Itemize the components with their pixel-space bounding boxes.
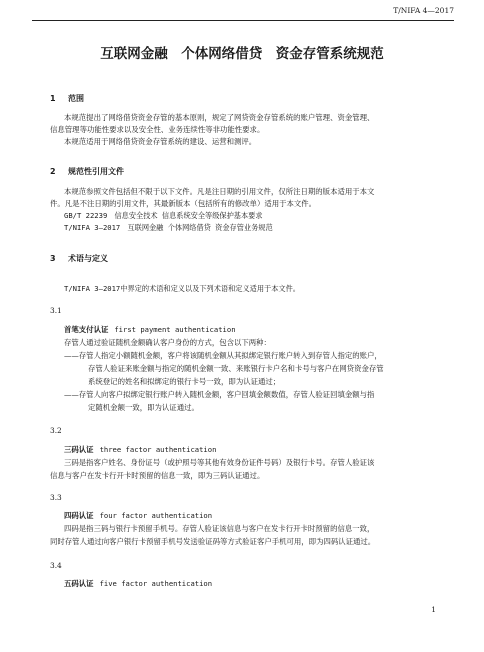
clause-number: 3.4: [50, 561, 62, 570]
list-item-continued: 存管人验证来账金额与指定的随机金额一致、来账银行卡户名和卡号与客户在网贷资金存管: [88, 364, 384, 373]
section-title: 规范性引用文件: [68, 167, 124, 176]
clause-number: 3.2: [50, 426, 62, 435]
term-cn: 首笔支付认证: [64, 325, 109, 334]
section-2-heading: [50, 166, 124, 177]
section-title: 范围: [68, 94, 84, 103]
list-item-continued: 定随机金额一致，即为认证通过。: [88, 403, 199, 412]
paragraph-line: 本规范参照文件包括但不限于以下文件。凡是注日期的引用文件，仅所注日期的版本适用于本文: [64, 187, 375, 196]
term-en: three factor authentication: [99, 445, 217, 454]
paragraph-line: 四码是指三码与银行卡预留手机号。存管人验证该信息与客户在发卡行开卡时预留的信息一致，: [64, 524, 375, 533]
term-heading: [64, 510, 212, 521]
term-cn: 五码认证: [64, 579, 94, 588]
page-number: 1: [431, 605, 436, 614]
reference-item: GB/T 22239 信息安全技术 信息系统安全等级保护基本要求: [64, 211, 263, 220]
paragraph-line: 同时存管人通过向客户银行卡预留手机号发送验证码等方式验证客户手机可用，即为四码认证通过。: [50, 537, 376, 546]
section-number: 2: [50, 167, 56, 176]
term-en: first payment authentication: [114, 325, 236, 334]
document-title: 互联网金融 个体网络借贷 资金存管系统规范: [100, 46, 384, 62]
list-item-continued: 系统登记的姓名和拟绑定的银行卡号一致，即为认证通过；: [88, 377, 281, 386]
section-number: 3: [50, 254, 56, 263]
clause-number: 3.1: [50, 306, 62, 315]
term-cn: 四码认证: [64, 511, 94, 520]
paragraph-line: 信息管理等功能性要求以及安全性、业务连续性等非功能性要求。: [50, 125, 265, 134]
term-heading: [64, 324, 236, 335]
paragraph-line: 本规范适用于网络借贷资金存管系统的建设、运营和测评。: [64, 137, 257, 146]
term-heading: [64, 444, 216, 455]
paragraph-line: T/NIFA 3—2017中界定的术语和定义以及下列术语和定义适用于本文件。: [64, 284, 300, 293]
section-title: 术语与定义: [68, 254, 108, 263]
clause-number: 3.3: [50, 493, 62, 502]
list-item: ——存管人指定小额随机金额，客户将该随机金额从其拟绑定银行账户转入到存管人指定的账户，: [64, 351, 382, 360]
paragraph-line: 存管人通过验证随机金额确认客户身份的方式，包含以下两种：: [64, 338, 271, 347]
paragraph-line: 本规范提出了网络借贷资金存管的基本原则，规定了网贷资金存管系统的账户管理、资金管理、: [64, 113, 375, 122]
paragraph-line: 三码是指客户姓名、身份证号（或护照号等其他有效身份证件号码）及银行卡号。存管人验证该: [64, 458, 375, 467]
header-rule: [32, 20, 454, 21]
section-3-heading: [50, 253, 108, 264]
section-1-heading: [50, 93, 84, 104]
term-en: four factor authentication: [99, 511, 213, 520]
list-item: ——存管人向客户拟绑定银行账户转入随机金额，客户回填金额数值，存管人验证回填金额与指: [64, 390, 375, 399]
reference-item: T/NIFA 3—2017 互联网金融 个体网络借贷 资金存管业务规范: [64, 223, 273, 232]
paragraph-line: 信息与客户在发卡行开卡时预留的信息一致，即为三码认证通过。: [50, 471, 265, 480]
standard-number: T/NIFA 4—2017: [393, 6, 454, 15]
section-number: 1: [50, 94, 56, 103]
term-heading: [64, 578, 212, 589]
term-en: five factor authentication: [99, 579, 213, 588]
term-cn: 三码认证: [64, 445, 94, 454]
paragraph-line: 件。凡是不注日期的引用文件，其最新版本（包括所有的修改单）适用于本文件。: [50, 199, 317, 208]
